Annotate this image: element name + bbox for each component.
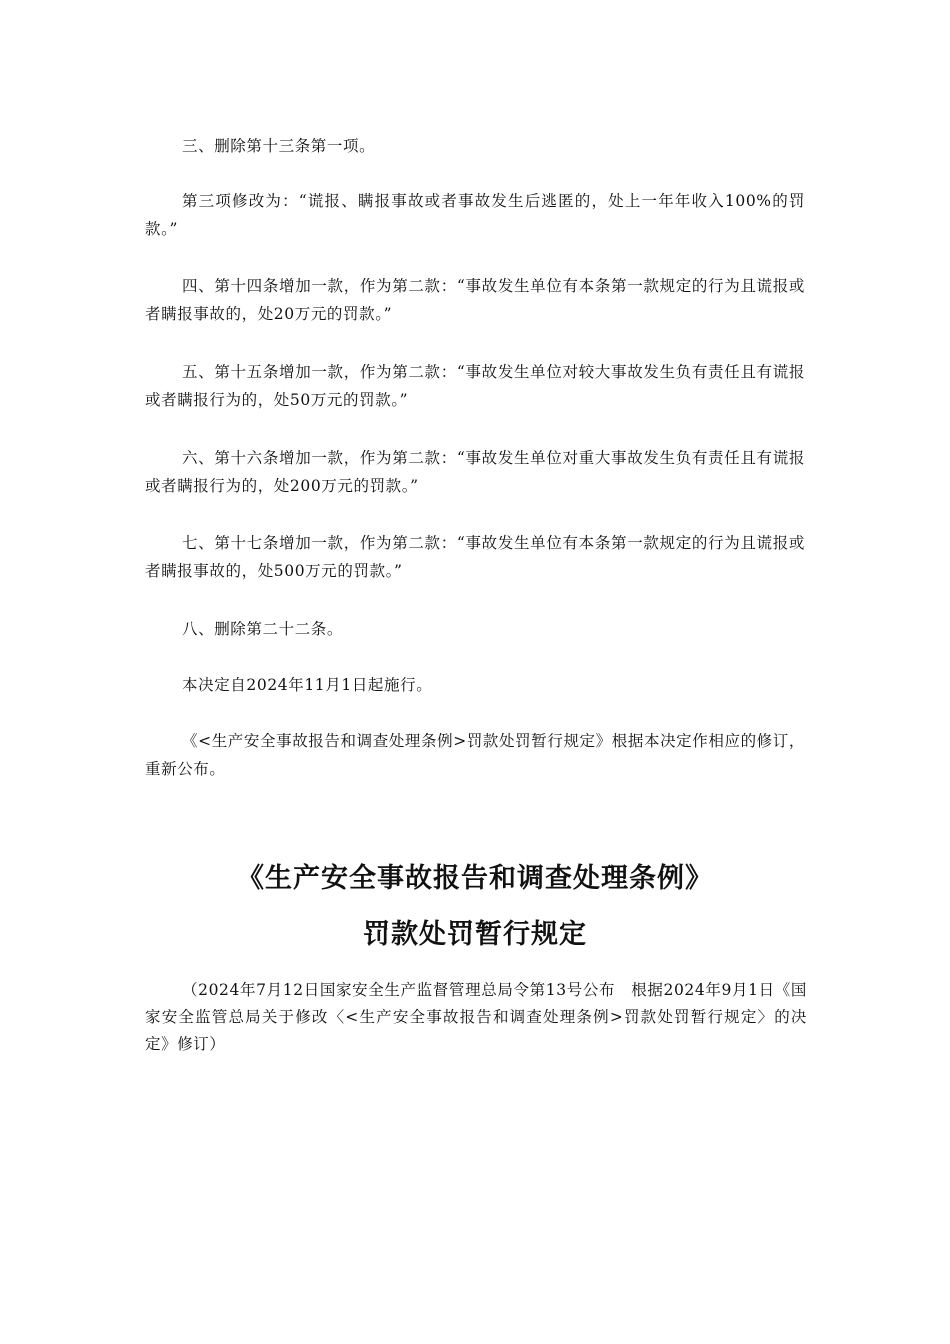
paragraph-item-4: 四、第十四条增加一款，作为第二款：“事故发生单位有本条第一款规定的行为且谎报或者瞒报事故的，处20万元的罚款。” xyxy=(145,277,805,323)
paragraph-item-6: 六、第十六条增加一款，作为第二款：“事故发生单位对重大事故发生负有责任且有谎报或者瞒报行为的，处200万元的罚款。” xyxy=(145,449,805,495)
paragraph-item-5: 五、第十五条增加一款，作为第二款：“事故发生单位对较大事故发生负有责任且有谎报或者瞒报行为的，处50万元的罚款。” xyxy=(145,363,805,409)
document-title-line1: 《生产安全事故报告和调查处理条例》 xyxy=(237,863,713,894)
paragraph-item-8: 八、删除第二十二条。 xyxy=(182,620,344,638)
paragraph-item-3: 三、删除第十三条第一项。 xyxy=(182,137,376,155)
paragraph-item-7: 七、第十七条增加一款，作为第二款：“事故发生单位有本条第一款规定的行为且谎报或者瞒报事故的，处500万元的罚款。” xyxy=(145,534,805,580)
document-title-line2: 罚款处罚暂行规定 xyxy=(363,919,587,950)
paragraph-item-3-amendment: 第三项修改为：“谎报、瞒报事故或者事故发生后逃匿的，处上一年年收入100%的罚款。” xyxy=(145,192,805,238)
paragraph-effective-date: 本决定自2024年11月1日起施行。 xyxy=(182,676,433,694)
paragraph-republish-note: 《<生产安全事故报告和调查处理条例>罚款处罚暂行规定》根据本决定作相应的修订，重新公布。 xyxy=(145,732,805,778)
document-source-note: （2024年7月12日国家安全生产监督管理总局令第13号公布 根据2024年9月1日《国家安全监管总局关于修改〈<生产安全事故报告和调查处理条例>罚款处罚暂行规定〉的决定》修订） xyxy=(145,981,807,1053)
